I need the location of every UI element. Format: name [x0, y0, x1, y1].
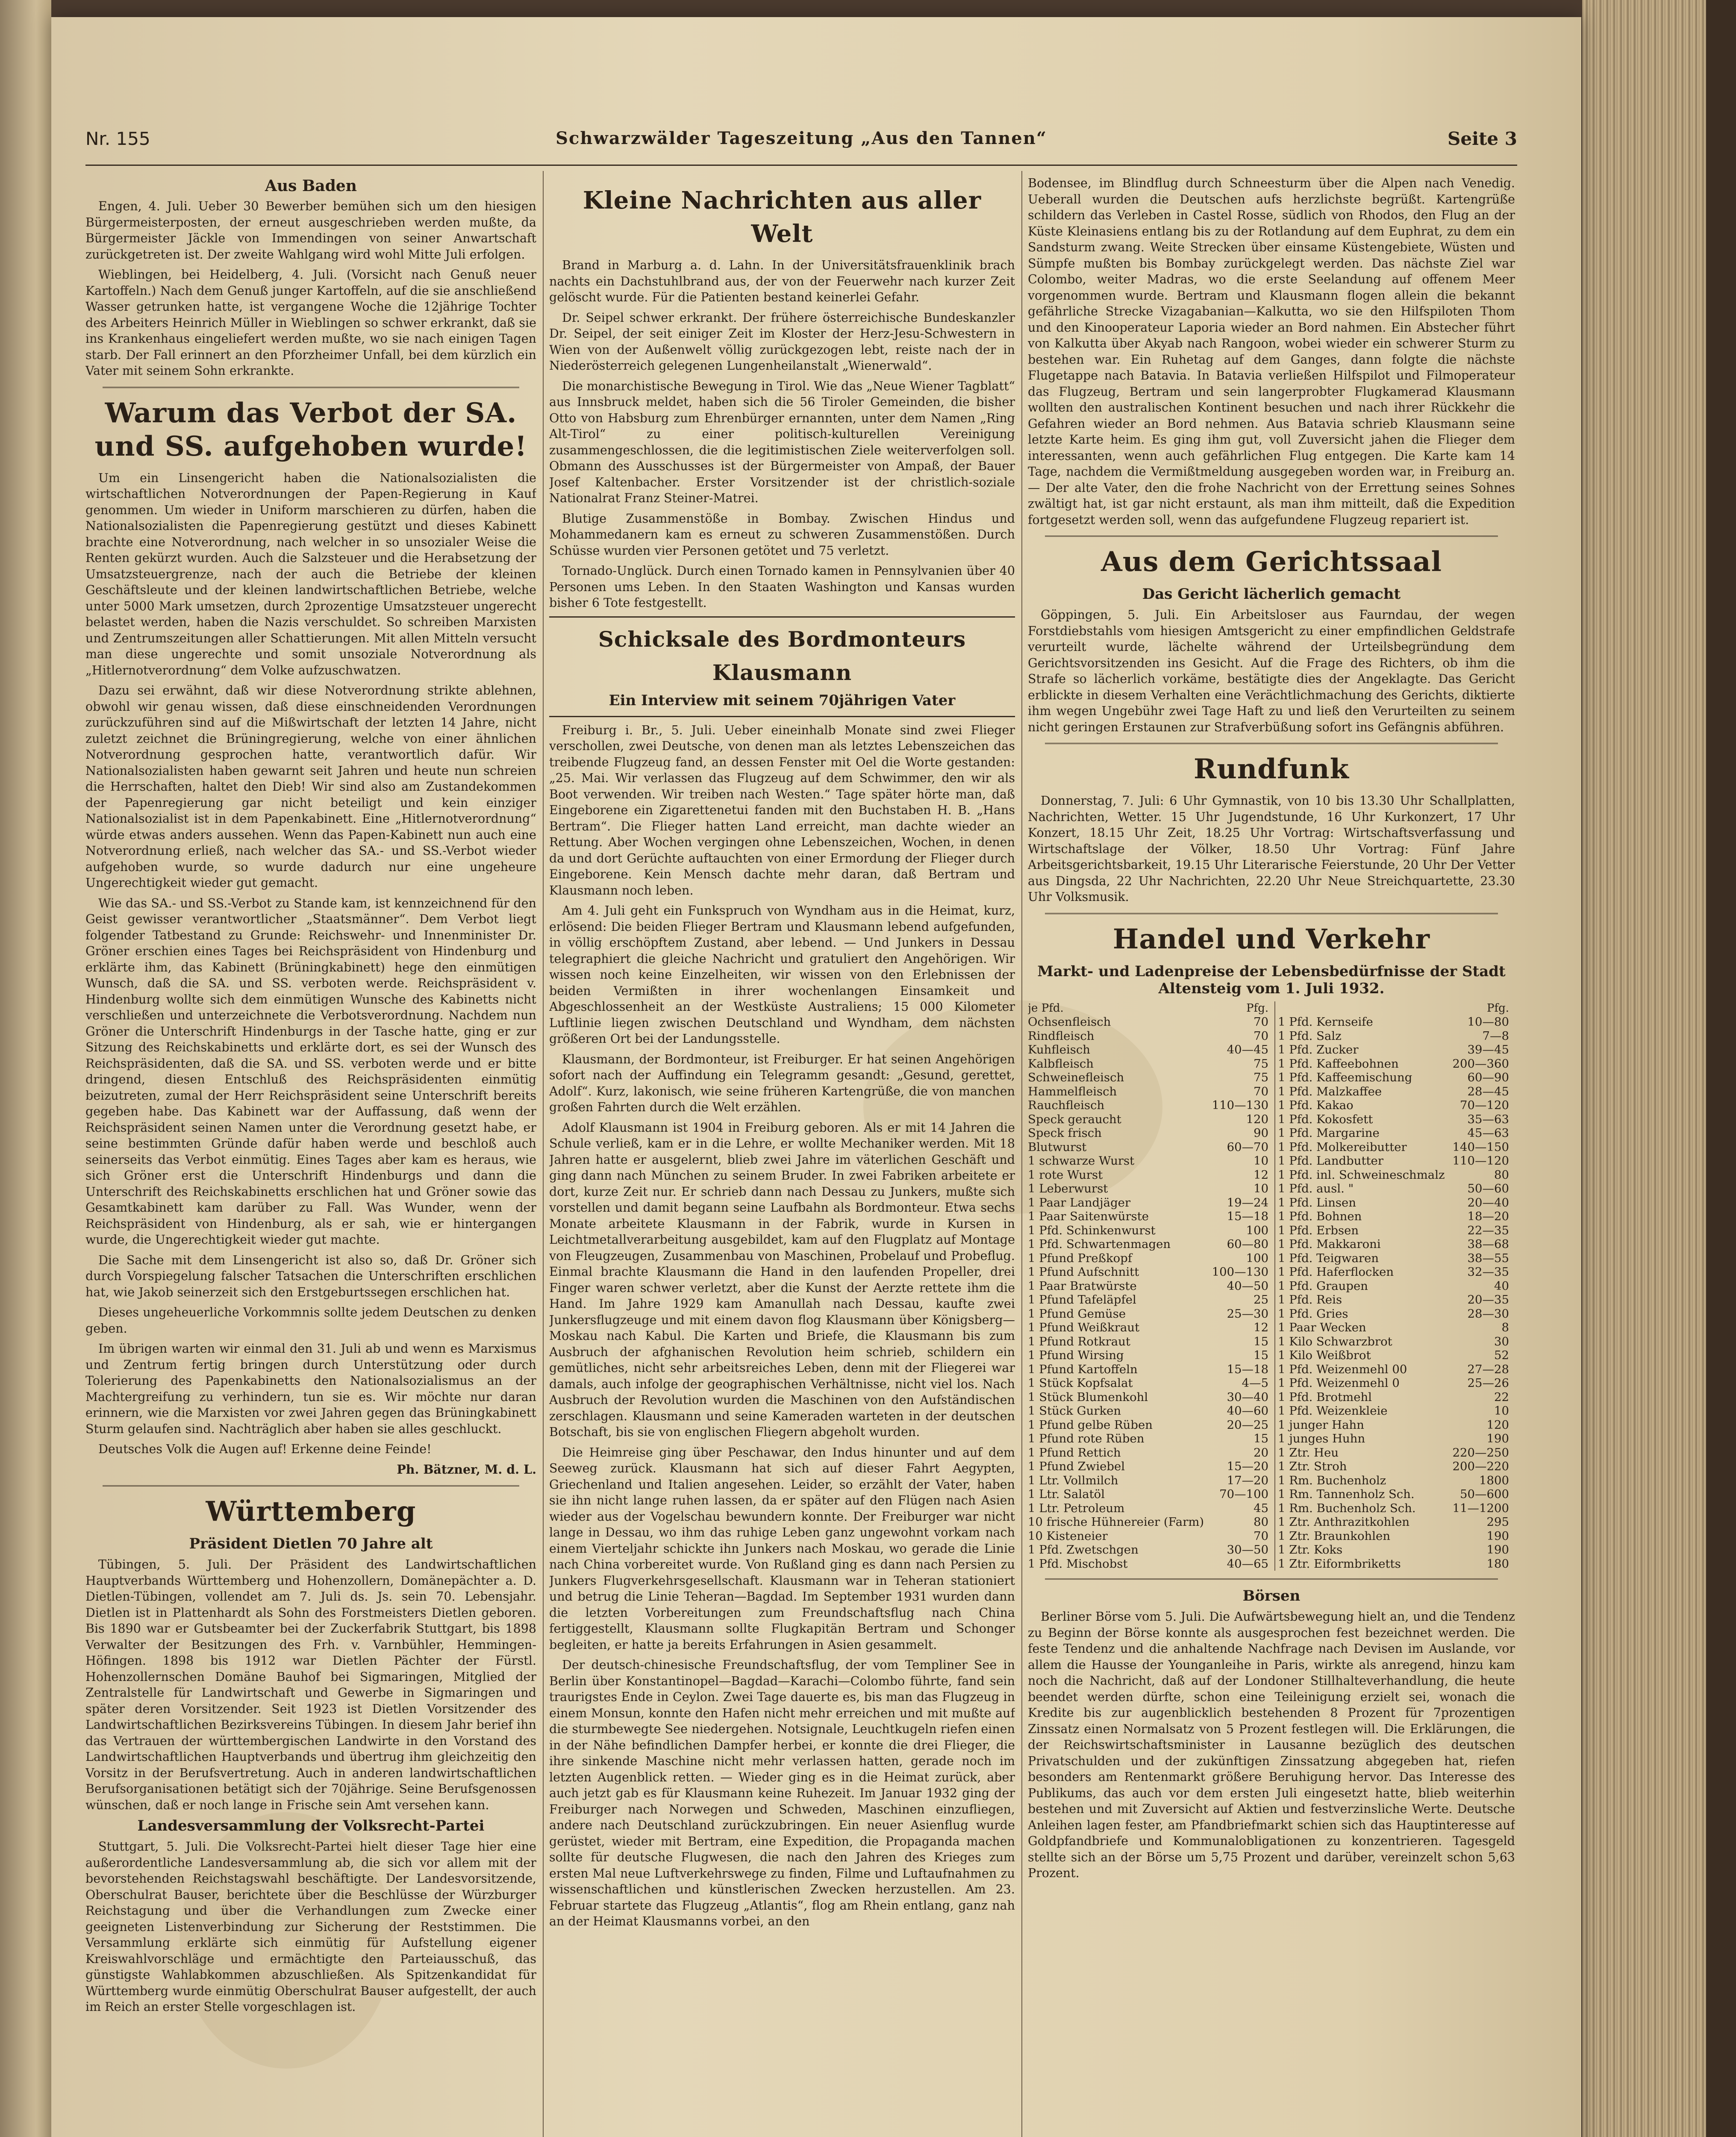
price-value: 75	[1253, 1071, 1269, 1084]
price-item: Kalbfleisch	[1028, 1057, 1094, 1071]
price-row	[1028, 1237, 1515, 1251]
price-row	[1028, 1446, 1515, 1460]
news-item: Tornado-Unglück. Durch einen Tornado kamen in Pennsylvanien über 40 Personen ums Leben. In den Staaten Washington und Kansas wurden bisher 6 Tote festgestellt.	[549, 564, 1015, 610]
price-item: 1 schwarze Wurst	[1028, 1154, 1135, 1168]
section-separator	[1045, 743, 1498, 744]
price-value: 28—30	[1467, 1307, 1509, 1321]
news-item: Die monarchistische Bewegung in Tirol. Wie das „Neue Wiener Tagblatt“ aus Innsbruck meldet, haben sich die 56 Tiroler Gemeinden, die bisher Otto von Habsburg zum Ehrenbürger ernannten, unter dem Namen „Ring Alt-Tirol“ zu einer politisch-kulturellen Vereinigung zusammengeschlossen, die die legitimistischen Ziele weiterverfolgen soll. Obmann des Ausschusses ist der Bürgermeister von Ampaß, der Bauer Josef Kaltenbacher. Erster Vorsitzender ist der christlich-soziale Nationalrat Franz Steiner-Matrei.	[549, 379, 1015, 505]
price-value: 40—45	[1227, 1043, 1269, 1057]
price-value: 15	[1253, 1334, 1269, 1348]
article-paragraph: Dieses ungeheuerliche Vorkommnis sollte jedem Deutschen zu denken geben.	[85, 1305, 536, 1336]
page-header	[85, 128, 1517, 162]
price-item: 1 Pfd. Schinkenwurst	[1028, 1223, 1156, 1237]
price-value: 20—35	[1467, 1293, 1509, 1307]
column-2	[549, 175, 1015, 2137]
price-item: 1 Pfd. Weizenmehl 00	[1275, 1363, 1450, 1377]
news-item: Dr. Seipel schwer erkrankt. Der frühere österreichische Bundeskanzler Dr. Seipel, der seit einiger Zeit im Kloster der Herz-Jesu-Schwestern in Wien von der Außenwelt völlig zurückgezogen lebt, reiste nach der in Niederösterreich gelegenen Lungenheilanstalt „Wienerwald“.	[549, 310, 1015, 373]
price-row	[1028, 1182, 1515, 1196]
price-item: Blutwurst	[1028, 1140, 1087, 1154]
price-row	[1028, 1015, 1515, 1029]
price-row	[1028, 1376, 1515, 1390]
price-value: 40—60	[1227, 1404, 1269, 1418]
price-item: 1 Leberwurst	[1028, 1182, 1108, 1195]
price-item: 1 Pfd. Kernseife	[1275, 1015, 1450, 1029]
price-row	[1028, 1154, 1515, 1168]
price-row	[1028, 1293, 1515, 1307]
price-row	[1028, 1307, 1515, 1321]
price-item: 1 Paar Bratwürste	[1028, 1279, 1137, 1293]
price-item: 1 Pfd. Malzkaffee	[1275, 1085, 1450, 1099]
price-item: 1 Stück Gurken	[1028, 1404, 1121, 1418]
article-paragraph: Im übrigen warten wir einmal den 31. Juli ab und wenn es Marxismus und Zentrum fertig bringen durch Unterstützung oder durch Tolerierung des Papenkabinetts den Nationalsozialismus an der Machtergreifung zu verhindern, tun sie es. Wir möchte nur daran erinnern, wie die Marxisten vor zwei Jahren gegen das Brüningkabinett Sturm gelaufen sind. Nachträglich aber haben sie alles geschluckt.	[85, 1342, 536, 1436]
price-row	[1028, 1279, 1515, 1293]
article-paragraph: Am 4. Juli geht ein Funkspruch von Wyndham aus in die Heimat, kurz, erlösend: Die beiden Flieger Bertram und Klausmann lebend aufgefunden, in völlig erschöpftem Zustand, aber lebend. — Und Junkers in Dessau telegraphiert die gleiche Nachricht und gratuliert den Angehörigen. Wir wissen noch keine Einzelheiten, wir wissen von den Erlebnissen der beiden Vermißten in ihrer wochenlangen Einsamkeit und Abgeschlossenheit an der Westküste Australiens; 15 000 Kilometer Luftlinie liegen zwischen Deutschland und Wyndham, dem nächsten größeren Ort bei der Landungsstelle.	[549, 904, 1015, 1046]
price-item: Schweinefleisch	[1028, 1071, 1124, 1084]
price-item: 1 Pfund Rettich	[1028, 1445, 1121, 1460]
price-item: 1 Pfd. Margarine	[1275, 1126, 1450, 1140]
price-value: 220—250	[1452, 1445, 1509, 1460]
price-row	[1028, 1224, 1515, 1238]
header-cell	[1275, 1001, 1450, 1016]
article-paragraph: Göppingen, 5. Juli. Ein Arbeitsloser aus Faurndau, der wegen Forstdiebstahls vom hiesigen Amtsgericht zu einer empfindlichen Geldstrafe verurteilt wurde, lächelte während der Urteilsbegründung dem Gerichtsvorsitzenden ins Gesicht. Auf die Frage des Richters, ob ihm die Strafe so lächerlich vorkäme, bestätigte dies der Angeklagte. Das Gericht erblickte in diesem Verhalten eine Verächtlichmachung des Gerichts, diktierte ihm wegen Ungebühr zwei Tage Haft zu und ließ den Verurteilten zu seinem nicht geringen Erstaunen zur Strafverbüßung sofort ins Gefängnis abführen.	[1028, 608, 1515, 734]
price-value: 295	[1486, 1515, 1509, 1529]
price-row	[1028, 1071, 1515, 1085]
price-row	[1028, 1265, 1515, 1279]
price-value: 7—8	[1482, 1029, 1509, 1043]
price-item: 1 Pfd. Zucker	[1275, 1043, 1450, 1057]
price-item: 10 Kisteneier	[1028, 1529, 1108, 1543]
price-item: 1 Paar Landjäger	[1028, 1195, 1131, 1210]
price-row	[1028, 1335, 1515, 1349]
price-item: 1 junges Huhn	[1275, 1432, 1450, 1446]
price-row	[1028, 1404, 1515, 1418]
price-item: Ochsenfleisch	[1028, 1015, 1111, 1029]
price-value: 10—80	[1467, 1015, 1509, 1029]
price-value: 15	[1253, 1432, 1269, 1445]
price-value: 4—5	[1242, 1376, 1269, 1390]
price-row	[1028, 1251, 1515, 1266]
price-value: 20—25	[1227, 1418, 1269, 1432]
price-value: 38—55	[1467, 1251, 1509, 1265]
price-item: 1 Rm. Buchenholz	[1275, 1474, 1450, 1488]
article-paragraph: Wie das SA.- und SS.-Verbot zu Stande kam, ist kennzeichnend für den Geist gewisser verantwortlicher „Staatsmänner“. Dem Verbot liegt folgender Tatbestand zu Grunde: Reichswehr- und Innenminister Dr. Gröner erschien eines Tages bei Reichspräsident von Hindenburg und erklärte ihm, das Kabinett (Brüningkabinett) hege den einmütigen Wunsch, daß die SA. und SS. verboten werde. Reichspräsident v. Hindenburg wollte sich dem einmütigen Wunsche des Kabinetts nicht verschließen und unterzeichnete die Verbotsverordnung. Nachdem nun Gröner die Unterschrift Hindenburgs in der Tasche hatte, ging er zur Sitzung des Reichskabinetts und erklärte dort, es sei der Wunsch des Reichspräsidenten, daß die SA. und SS. verboten werde und er bitte dringend, diesen Entschluß des Reichspräsidenten einmütig beizutreten, zumal der Herr Reichspräsident seine Unterschrift bereits gegeben habe. Das Kabinett war der Auffassung, daß wenn der Reichspräsident seinen Namen unter die Verordnung gesetzt habe, er seine bestimmten Gründe dafür haben werde und beschloß auch seinerseits das Verbot einmütig. Eines Tages aber kam es heraus, wie sich Gröner erst die Unterschrift Hindenburgs und dann die Unterschrift des Reichskabinetts erschlichen hat und Gröner sowie das Gesamtkabinett kam darüber zu Fall. Was Wunder, wenn der Reichspräsident von Hindenburg, als er sah, wie er hintergangen wurde, die Ungerechtigkeit wieder gut machte.	[85, 896, 536, 1247]
price-row	[1028, 1043, 1515, 1057]
article-paragraph: Um ein Linsengericht haben die Nationalsozialisten die wirtschaftlichen Notverordnungen der Papen-Regierung in Kauf genommen. Um wieder in Uniform marschieren zu dürfen, haben die Nationalsozialisten die Papenregierung gestützt und dieses Kabinett brachte eine Notverordnung, nach welcher in so unsozialer Weise die Renten gekürzt wurden. Auch die Salzsteuer und die Herabsetzung der Umsatzsteuergrenze, nach der auch die Betriebe der kleinen Geschäftsleute und der kleinen landwirtschaftlichen Betriebe, welche unter 5000 Mark umsetzen, durch 2prozentige Umsatzsteuer ungerecht belastet werden, haben die Nazis verschuldet. So schreiben Marxisten und Zentrumszeitungen aller Schattierungen. Mit allen Mitteln versucht man diese ungerechte und somit unsoziale Notverordnung als „Hitlernotverordnung“ dem Volke aufzuschwatzen.	[85, 471, 536, 677]
price-row	[1028, 1196, 1515, 1210]
column-1	[85, 175, 536, 2137]
subheadline-marktpreise: Markt- und Ladenpreise der Lebensbedürfnisse der Stadt Altensteig vom 1. Juli 1932.	[1037, 963, 1506, 997]
price-value: 60—90	[1467, 1071, 1509, 1084]
price-item: 1 Pfund Tafeläpfel	[1028, 1293, 1136, 1307]
price-item: 1 Pfd. Salz	[1275, 1029, 1450, 1043]
price-item: 1 Pfd. Linsen	[1275, 1196, 1450, 1210]
column-3	[1028, 175, 1515, 2137]
price-item: 1 Pfd. Kaffeebohnen	[1275, 1057, 1450, 1071]
section-separator	[103, 1485, 519, 1486]
price-item: 1 Ltr. Vollmilch	[1028, 1473, 1118, 1487]
price-value: 15—18	[1227, 1210, 1269, 1223]
price-item: 1 Paar Saitenwürste	[1028, 1210, 1149, 1223]
article-paragraph: Freiburg i. Br., 5. Juli. Ueber eineinhalb Monate sind zwei Flieger verschollen, zwei Deutsche, von denen man als letztes Lebenszeichen das treibende Flugzeug fand, an dessen Fenster mit Oel die Worte gestanden: „25. Mai. Wir verlassen das Flugzeug auf dem Schwimmer, den wir als Boot verwenden. Wir treiben nach Westen.“ Tage später hörte man, daß Eingeborene ein Zigarettenetui fanden mit den Buchstaben H. B. „Hans Bertram“. Die Flieger hatten Land erreicht, man dachte wieder an Rettung. Aber Wochen vergingen ohne Lebenszeichen, Wochen, in denen da und dort Gerüchte auftauchten von einer Ermordung der Flieger durch Eingeborene. Kein Mensch dachte mehr daran, daß Bertram und Klausmann noch leben.	[549, 723, 1015, 898]
price-item: 1 Pfund gelbe Rüben	[1028, 1418, 1153, 1432]
price-item: 1 Pfund Zwiebel	[1028, 1460, 1125, 1473]
price-item: 1 Pfd. Erbsen	[1275, 1224, 1450, 1238]
price-row	[1028, 1460, 1515, 1474]
price-value: 40	[1494, 1279, 1509, 1293]
price-value: 40—65	[1227, 1557, 1269, 1571]
price-item: 1 Pfund rote Rüben	[1028, 1432, 1145, 1445]
price-item: 1 Ltr. Petroleum	[1028, 1501, 1125, 1515]
headline-klausmann: Schicksale des Bordmonteurs Klausmann	[598, 626, 966, 685]
price-item: 1 Pfd. Weizenkleie	[1275, 1404, 1450, 1418]
price-item: 1 Pfund Wirsing	[1028, 1348, 1124, 1362]
price-item: 1 Pfd. Gries	[1275, 1307, 1450, 1321]
price-item: 1 Pfund Aufschnitt	[1028, 1265, 1139, 1279]
price-value: 25—30	[1227, 1307, 1269, 1321]
price-value: 100	[1246, 1251, 1269, 1265]
price-row	[1028, 1085, 1515, 1099]
price-value: 140—150	[1452, 1140, 1509, 1154]
price-item: 1 Ztr. Anthrazitkohlen	[1275, 1515, 1450, 1529]
subheadline-boersen: Börsen	[1242, 1587, 1301, 1604]
price-value: 35—63	[1467, 1112, 1509, 1126]
price-row	[1028, 1363, 1515, 1377]
price-value: 1800	[1479, 1473, 1509, 1487]
price-item: 10 frische Hühnereier (Farm)	[1028, 1515, 1204, 1529]
price-row	[1028, 1321, 1515, 1335]
price-value: 190	[1486, 1543, 1509, 1557]
price-value: 22	[1494, 1390, 1509, 1404]
price-item: 1 Pfd. Landbutter	[1275, 1154, 1450, 1168]
price-item: Rindfleisch	[1028, 1029, 1095, 1043]
headline-gerichtssaal: Aus dem Gerichtssaal	[1101, 546, 1442, 578]
price-item: 1 Ztr. Stroh	[1275, 1460, 1450, 1474]
price-value: 12	[1253, 1321, 1269, 1334]
price-value: 50—600	[1460, 1487, 1509, 1501]
price-item: Rauchfleisch	[1028, 1098, 1105, 1112]
page-label: Seite 3	[1448, 128, 1517, 149]
article-paragraph: Berliner Börse vom 5. Juli. Die Aufwärtsbewegung hielt an, und die Tendenz zu Beginn der Börse konnte als ausgesprochen fest bezeichnet werden. Die feste Tendenz und die anhaltende Nachfrage nach Devisen im Auslande, vor allem die Hausse der Younganleihe in Paris, wirkte als anregend, hinzu kam noch die Nachricht, daß auf der Londoner Stillhalteverhandlung, die heute beendet werden dürfte, schon eine Teileinigung erzielt sei, wonach die Kredite bis zur augenblicklich bestehenden 8 Prozent für 7prozentigen Zinssatz einen Normalsatz von 5 Prozent festlegen will. Die Erklärungen, die der Reichswirtschaftsminister in Lausanne bezüglich des deutschen Privatschulden und der zukünftigen Zinssatzung abgegeben hat, riefen besonders am Rentenmarkt größere Beruhigung hervor. Das Interesse des Publikums, das auch vor dem ersten Juli eingesetzt hatte, blieb weiterhin bestehen und mit Zuversicht auf Aktien und festverzinsliche Werte. Deutsche Anleihen lagen fester, am Pfandbriefmarkt schien sich das Hauptinteresse auf Goldpfandbriefe und Kommunalobligationen zu konzentrieren. Tagesgeld stellte sich an der Börse um 5,75 Prozent und darüber, vereinzelt schon 5,63 Prozent.	[1028, 1610, 1515, 1880]
price-value: 30—50	[1227, 1543, 1269, 1557]
section-separator	[103, 387, 519, 388]
price-item: 1 Rm. Tannenholz Sch.	[1275, 1487, 1450, 1501]
price-row	[1028, 1029, 1515, 1043]
newspaper-title: Schwarzwälder Tageszeitung „Aus den Tannen“	[556, 128, 1047, 148]
header-rule	[85, 165, 1517, 166]
price-value: 32—35	[1467, 1265, 1509, 1279]
article-paragraph: Deutsches Volk die Augen auf! Erkenne deine Feinde!	[98, 1442, 432, 1456]
price-value: 110—130	[1212, 1098, 1269, 1112]
price-row	[1028, 1098, 1515, 1113]
price-item: 1 Kilo Weißbrot	[1275, 1348, 1450, 1363]
price-value: 70—100	[1219, 1487, 1269, 1501]
price-row	[1028, 1557, 1515, 1571]
price-value: 100—130	[1212, 1265, 1269, 1279]
price-row	[1028, 1113, 1515, 1127]
price-value: 45	[1253, 1501, 1269, 1515]
price-value: 45—63	[1467, 1126, 1509, 1140]
price-item: 1 Pfund Preßkopf	[1028, 1251, 1132, 1265]
price-value: 180	[1486, 1557, 1509, 1571]
price-value: 15	[1253, 1348, 1269, 1362]
price-value: 75	[1253, 1057, 1269, 1071]
price-value: 40—50	[1227, 1279, 1269, 1293]
price-value: 60—70	[1227, 1140, 1269, 1154]
price-item: 1 Stück Blumenkohl	[1028, 1390, 1148, 1404]
price-row	[1028, 1390, 1515, 1404]
price-item: 1 Pfd. Zwetschgen	[1028, 1543, 1139, 1557]
page-number: Nr. 155	[85, 128, 150, 149]
price-value: 38—68	[1467, 1237, 1509, 1251]
headline-box	[549, 616, 1015, 717]
price-item: 1 Pfd. Brotmehl	[1275, 1390, 1450, 1404]
price-item: 1 Pfd. Graupen	[1275, 1279, 1450, 1293]
price-value: 28—45	[1467, 1084, 1509, 1098]
price-item: 1 junger Hahn	[1275, 1418, 1450, 1432]
price-item: 1 Pfund Kartoffeln	[1028, 1362, 1138, 1376]
price-value: 80	[1253, 1515, 1269, 1529]
price-row	[1028, 1432, 1515, 1446]
price-item: 1 Pfd. Schwartenmagen	[1028, 1237, 1171, 1251]
price-value: 200—220	[1452, 1460, 1509, 1473]
price-value: 25	[1253, 1293, 1269, 1307]
radio-program: Donnerstag, 7. Juli: 6 Uhr Gymnastik, von 10 bis 13.30 Uhr Schallplatten, Nachrichten, Wetter. 15 Uhr Jugendstunde, 16 Uhr Kurkonzert, 17 Uhr Konzert, 18.15 Uhr Zeit, 18.25 Uhr Vortrag: Wirtschaftsverfassung und Wirtschaftslage der Völker, 18.50 Uhr Vortrag: Fünf Jahre Arbeitsgerichtsbarkeit, 19.15 Uhr Literarische Feierstunde, 20 Uhr Der Vetter aus Dingsda, 22 Uhr Nachrichten, 22.20 Uhr Neue Streichquartette, 23.30 Uhr Volksmusik.	[1028, 794, 1515, 904]
price-row	[1028, 1529, 1515, 1543]
price-value: 11—1200	[1452, 1501, 1509, 1515]
header-cell: je Pfd.	[1028, 1001, 1064, 1015]
price-value: 110—120	[1452, 1154, 1509, 1168]
article-paragraph: Der deutsch-chinesische Freundschaftsflug, der vom Templiner See in Berlin über Konstantinopel—Bagdad—Karachi—Colombo führte, fand sein traurigstes Ende in Ceylon. Zwei Tage dauerte es, bis man das Flugzeug in einem Monsun, konnte den Hafen nicht mehr erreichen und mit mußte auf die sturmbewegte See niedergehen. Notsignale, Leuchtkugeln riefen einen in der Nähe befindlichen Dampfer herbei, er konnte die drei Flieger, die ihre sinkende Maschine nicht mehr verlassen hatten, gerade noch im letzten Augenblick retten. — Wieder ging es in die Heimat zurück, aber auch jetzt gab es für Klausmann keine Ruhezeit. Im Januar 1932 ging der Freiburger nach Norwegen und Schweden, Maschinen einzufliegen, andere nach Deutschland zurückzubringen. Ein neuer Asienflug wurde gerüstet, wieder mit Bertram, eine Expedition, die Propaganda machen sollte für deutsche Flugwesen, die nach den Jahren des Krieges zum ersten Mal neue Luftverkehrswege zu finden, Filme und Luftaufnahmen zu wissenschaftlichen und künstlerischen Zwecken herzustellen. Am 23. Februar startete das Flugzeug „Atlantis“, flog am Rhein entlang, ganz nah an der Heimat Klausmanns vorbei, an den	[549, 1658, 1015, 1928]
price-value: 190	[1486, 1529, 1509, 1543]
article-paragraph: Bodensee, im Blindflug durch Schneesturm über die Alpen nach Venedig. Ueberall wurden die Deutschen aufs herzlichste begrüßt. Kartengrüße schildern das Verleben in Castel Rosse, südlich von Rhodos, den Flug an der Küste Kleinasiens entlang bis zu der Rotlandung auf dem Euphrat, zu dem ein Sandsturm zwang. Weite Strecken über einsame Küstengebiete, Wüsten und Sümpfe mußten bis Bombay zurückgelegt werden. Das nächste Ziel war Colombo, weiter Madras, wo die erste Seelandung auf offenem Meer vorgenommen wurde. Bertram und Klausmann flogen allein die bekannt gefährliche Strecke Vizagabanian—Kalkutta, wo sie den Hilfspiloten Thom und den Kinooperateur Laporia wieder an Bord nahmen. Ein Abstecher führt von Kalkutta über Akyab nach Rangoon, wobei wieder ein schwerer Sturm zu bestehen war. Ein Ruhetag auf dem Ganges, dann folgte die nächste Flugetappe nach Batavia. In Batavia verließen Hilfspilot und Filmoperateur das Flugzeug, Bertram und sein langerprobter Flugkamerad Klausmann wollten den australischen Kontinent besuchen und nach ihrer Rückkehr die Gefahren wieder an Bord nehmen. Aus Batavia schrieb Klausmann seine letzte Karte heim. Es ging ihm gut, voll Zuversicht jahen die Flieger dem interessanten, wenn auch gefährlichen Flug entgegen. Die Karte kam 14 Tage, nachdem die Vermißtmeldung ausgegeben worden war, in Freiburg an. — Der alte Vater, den die frohe Nachricht von der Errettung seines Sohnes zwältigt hat, ist gar nicht erstaunt, als man ihm mitteilt, daß die Expedition fortgesetzt werden soll, wenn das aufgefundene Flugzeug repariert ist.	[1028, 176, 1515, 527]
price-item: 1 Kilo Schwarzbrot	[1275, 1335, 1450, 1349]
price-item: 1 Ltr. Salatöl	[1028, 1487, 1105, 1501]
header-cell: Pfg.	[1486, 1001, 1509, 1015]
price-value: 27—28	[1467, 1362, 1509, 1376]
price-item: Speck frisch	[1028, 1126, 1102, 1140]
subheadline-dietlen: Präsident Dietlen 70 Jahre alt	[189, 1535, 433, 1552]
price-value: 70—120	[1460, 1098, 1509, 1112]
price-value: 90	[1253, 1126, 1269, 1140]
price-value: 80	[1494, 1168, 1509, 1182]
price-item: 1 Pfd. inl. Schweineschmalz	[1275, 1168, 1450, 1182]
price-item: 1 Pfd. Reis	[1275, 1293, 1450, 1307]
price-row	[1028, 1140, 1515, 1154]
price-value: 100	[1246, 1223, 1269, 1237]
price-value: 10	[1253, 1182, 1269, 1195]
price-item: 1 Ztr. Braunkohlen	[1275, 1529, 1450, 1543]
price-item: 1 rote Wurst	[1028, 1168, 1103, 1182]
price-item: Hammelfleisch	[1028, 1084, 1117, 1098]
price-table	[1028, 1001, 1515, 1571]
article-paragraph: Die Sache mit dem Linsengericht ist also so, daß Dr. Gröner sich durch Vorspiegelung falscher Tatsachen die Unterschriften erschlichen hat, wie Jakob seinerzeit sich den Erstgeburtssegen erschlichen hat.	[85, 1253, 536, 1299]
price-value: 70	[1253, 1015, 1269, 1029]
headline-sa-ss: Warum das Verbot der SA. und SS. aufgehoben wurde!	[94, 397, 527, 462]
price-value: 15—18	[1227, 1362, 1269, 1376]
subheadline-interview: Ein Interview mit seinem 70jährigen Vater	[609, 692, 956, 709]
price-value: 120	[1246, 1112, 1269, 1126]
price-value: 10	[1253, 1154, 1269, 1168]
section-title-baden: Aus Baden	[265, 177, 357, 195]
headline-wuerttemberg: Württemberg	[206, 1495, 416, 1528]
price-row	[1028, 1501, 1515, 1516]
section-separator	[1045, 536, 1498, 537]
price-item: 1 Stück Kopfsalat	[1028, 1376, 1133, 1390]
price-value: 20	[1253, 1445, 1269, 1460]
article-paragraph: Stuttgart, 5. Juli. Die Volksrecht-Partei hielt dieser Tage hier eine außerordentliche Landesversammlung ab, die sich vor allem mit der bevorstehenden Reichstagswahl beschäftigte. Der Landesvorsitzende, Oberschulrat Bauser, berichtete über die Beschlüsse der Würzburger Reichstagung und über die Verhandlungen zum Zwecke einer geeigneten Listenverbindung zur Sicherung der Reststimmen. Die Versammlung erklärte sich einmütig für Aufstellung eigener Kreiswahlvorschläge und ermächtigte den Parteiausschuß, das günstigste Wahlabkommen abzuschließen. Als Spitzenkandidat für Württemberg wurde einmütig Oberschulrat Bauser aufgestellt, der auch im Reich an erster Stelle vorgeschlagen ist.	[85, 1840, 536, 2014]
article-paragraph: Dazu sei erwähnt, daß wir diese Notverordnung strikte ablehnen, obwohl wir genau wissen, daß diese einschneidenden Verordnungen zurückzuführen sind auf die Mißwirtschaft der letzten 14 Jahre, nicht zuletzt zeichnet die Brüningregierung, welche von einer ähnlichen Notverordnung gesprochen hatte, verantwortlich dafür. Wir Nationalsozialisten haben gewarnt seit Jahren und heute nun schreien die Herrschaften, haltet den Dieb! Wir sind also am Zustandekommen der Papenregierung gar nicht beteiligt und kein einziger Nationalsozialist ist in dem Papenkabinett. Eine „Hitlernotverordnung“ würde etwas anders aussehen. Wenn das Papen-Kabinett nun auch eine Notverordnung erließ, nach welcher das SA.- und SS.-Verbot wieder aufgehoben wurde, so wurde dadurch nur eine ungeheure Ungerechtigkeit wieder gut gemacht.	[85, 683, 536, 890]
price-item: 1 Rm. Buchenholz Sch.	[1275, 1501, 1450, 1516]
subheadline-volksrecht: Landesversammlung der Volksrecht-Partei	[137, 1817, 485, 1834]
price-value: 190	[1486, 1432, 1509, 1445]
price-value: 52	[1494, 1348, 1509, 1362]
column-divider	[543, 171, 544, 2137]
price-row	[1028, 1487, 1515, 1501]
subheadline-gericht: Das Gericht lächerlich gemacht	[1142, 586, 1401, 603]
section-separator	[1045, 1578, 1498, 1580]
article-paragraph: Adolf Klausmann ist 1904 in Freiburg geboren. Als er mit 14 Jahren die Schule verließ, kam er in die Lehre, er wollte Mechaniker werden. Mit 18 Jahren hatte er ausgelernt, blieb zwei Jahre im väterlichen Geschäft und ging dann nach München zu seinem Bruder. In zwei Fabriken arbeitete er dort, kurze Zeit nur. Er schrieb dann nach Dessau zu Junkers, mußte sich vorstellen und damit begann seine Laufbahn als Bordmonteur. Etwa sechs Monate arbeitete Klausmann in der Fabrik, wurde in Kursen in Leichtmetallverarbeitung ausgebildet, kam auf den Flugplatz auf Montage von Fleugzeugen, Zusammenbau von Maschinen, Probelauf und Probeflug. Einmal brachte Klausmann die Hand in den laufenden Propeller, drei Finger waren schwer verletzt, aber die Kunst der Aerzte rettete ihm die Hand. Im Jahre 1929 kam Amanullah nach Dessau, kaufte zwei Junkersflugzeuge und mit einem davon flog Klausmann über Königsberg—Moskau nach Kabul. Die Karten und Briefe, die Klausmann bis zum Ausbruch der afghanischen Revolution heim schrieb, schildern ein gemütliches, nicht sehr arbeitsreiches Leben, denn mit der Fliegerei war damals, auch infolge der geographischen Verhältnisse, nicht viel los. Nach Ausbruch der Revolution wurden die Maschinen von den Aufständischen zerschlagen. Klausmann und seine Kameraden warteten in der deutschen Botschaft, bis sie von englischen Fliegern abgeholt wurden.	[549, 1120, 1015, 1439]
price-value: 18—20	[1467, 1210, 1509, 1223]
article-paragraph: Tübingen, 5. Juli. Der Präsident des Landwirtschaftlichen Hauptverbands Württemberg und Hohenzollern, Domänepächter a. D. Dietlen-Tübingen, vollendet am 7. Juli ds. Js. sein 70. Lebensjahr. Dietlen ist in Plattenhardt als Sohn des Forstmeisters Dietlen geboren. Bis 1890 war er Gutsbeamter bei der Zuckerfabrik Stuttgart, bis 1898 Verwalter der Besitzungen des Frh. v. Varnbühler, Hemmingen-Höfingen. 1898 bis 1912 war Dietlen Pächter der Fürstl. Hohenzollernschen Domäne Bauhof bei Sigmaringen, Mitglied der Zentralstelle für Landwirtschaft und Gewerbe in Sigmaringen und später deren Vorsitzender. Seit 1923 ist Dietlen Vorsitzender des Landwirtschaftlichen Bezirksvereins Tübingen. In diesem Jahr berief ihn das Vertrauen der württembergischen Landwirte in den Vorstand des Landwirtschaftlichen Hauptverbands und übertrug ihm gleichzeitig den Vorsitz in der Berufsvertretung. Auch in anderen landwirtschaftlichen Berufsorganisationen betätigt sich der 70jährige. Seine Berufsgenossen wünschen, daß er noch lange in Frische sein Amt versehen kann.	[85, 1557, 536, 1812]
price-item: 1 Pfund Gemüse	[1028, 1307, 1126, 1321]
price-item: 1 Paar Wecken	[1275, 1321, 1450, 1335]
price-row	[1028, 1168, 1515, 1182]
price-item: Kuhfleisch	[1028, 1043, 1090, 1057]
headline-rundfunk: Rundfunk	[1194, 753, 1349, 785]
price-item: 1 Ztr. Eiformbriketts	[1275, 1557, 1450, 1571]
price-item: 1 Pfd. Kaffeemischung	[1275, 1071, 1450, 1085]
book-binding	[1706, 0, 1736, 2137]
price-row	[1028, 1515, 1515, 1529]
price-row	[1028, 1210, 1515, 1224]
price-item: 1 Pfd. Kakao	[1275, 1098, 1450, 1113]
price-item: 1 Pfd. Mischobst	[1028, 1557, 1128, 1571]
price-row	[1028, 1057, 1515, 1071]
price-item: 1 Pfd. Teigwaren	[1275, 1251, 1450, 1266]
price-value: 50—60	[1467, 1182, 1509, 1195]
price-value: 39—45	[1467, 1043, 1509, 1057]
price-item: Speck geraucht	[1028, 1112, 1121, 1126]
price-value: 30—40	[1227, 1390, 1269, 1404]
price-value: 15—20	[1227, 1460, 1269, 1473]
price-value: 60—80	[1227, 1237, 1269, 1251]
price-value: 200—360	[1452, 1057, 1509, 1071]
price-item: 1 Pfund Rotkraut	[1028, 1334, 1130, 1348]
section-separator	[1045, 913, 1498, 914]
price-value: 120	[1486, 1418, 1509, 1432]
headline-kleine-nachrichten: Kleine Nachrichten aus aller Welt	[583, 186, 982, 248]
price-row	[1028, 1348, 1515, 1363]
article-paragraph: Engen, 4. Juli. Ueber 30 Bewerber bemühen sich um den hiesigen Bürgermeisterposten, der erneut ausgeschrieben werden mußte, da Bürgermeister Jäckle von Immendingen von seiner Anwartschaft zurückgetreten ist. Der zweite Wahlgang wird wohl Mitte Juli erfolgen.	[85, 199, 536, 262]
price-value: 20—40	[1467, 1195, 1509, 1210]
price-item: 1 Pfd. Bohnen	[1275, 1210, 1450, 1224]
column-divider	[1021, 171, 1022, 2137]
price-value: 70	[1253, 1029, 1269, 1043]
price-value: 8	[1501, 1321, 1509, 1334]
price-item: 1 Pfd. Kokosfett	[1275, 1113, 1450, 1127]
price-value: 30	[1494, 1334, 1509, 1348]
price-value: 70	[1253, 1084, 1269, 1098]
price-value: 17—20	[1227, 1473, 1269, 1487]
news-item: Blutige Zusammenstöße in Bombay. Zwischen Hindus und Mohammedanern kam es erneut zu schweren Zusammenstößen. Durch Schüsse wurden vier Personen getötet und 75 verletzt.	[549, 511, 1015, 558]
price-item: 1 Ztr. Heu	[1275, 1446, 1450, 1460]
price-row	[1028, 1418, 1515, 1432]
price-item: 1 Pfd. Haferflocken	[1275, 1265, 1450, 1279]
headline-handel: Handel und Verkehr	[1112, 923, 1430, 955]
price-value: 19—24	[1227, 1195, 1269, 1210]
price-item: 1 Pfd. Molkereibutter	[1275, 1140, 1450, 1154]
price-row	[1028, 1543, 1515, 1557]
price-value: 25—26	[1467, 1376, 1509, 1390]
price-value: 10	[1494, 1404, 1509, 1418]
price-item: 1 Pfd. ausl. "	[1275, 1182, 1450, 1196]
author-signature: Ph. Bätzner, M. d. L.	[397, 1462, 536, 1477]
price-item: 1 Ztr. Koks	[1275, 1543, 1450, 1557]
price-item: 1 Pfd. Makkaroni	[1275, 1237, 1450, 1251]
price-row	[1028, 1474, 1515, 1488]
news-item: Brand in Marburg a. d. Lahn. In der Universitätsfrauenklinik brach nachts ein Dachstuhlbrand aus, der von der Feuerwehr nach kurzer Zeit gelöscht wurde. Für die Patienten bestand keinerlei Gefahr.	[549, 258, 1015, 304]
header-cell: Pfg.	[1246, 1001, 1269, 1015]
price-item: 1 Pfund Weißkraut	[1028, 1321, 1140, 1334]
article-paragraph: Die Heimreise ging über Peschawar, den Indus hinunter und auf dem Seeweg zurück. Klausmann hat sich auf dieser Fahrt Aegypten, Griechenland und Italien angesehen. Leider, so erzählt der Vater, haben sie ihn nicht lange ruhen lassen, da er später auf den Flügen nach Asien wieder aus der Vogelschau bewundern konnte. Der Freiburger war nicht lange in Dessau, wo ihm das ruhige Leben ganz ungewohnt vorkam nach einem Vierteljahr schickte ihn Junkers nach Moskau, wo gerade die Linie nach China vorbereitet wurde. Von Rußland ging es dann nach Persien zu Junkers Flugverkehrsgesellschaft. Klausmann war in Teheran stationiert und betrug die Linie Teheran—Bagdad. Im September 1931 wurden dann die letzten Vorbereitungen zum Freundschaftsflug nach China fertiggestellt, Klausmann sollte Flugkapitän Bertram und Schonger begleiten, er hatte ja bereits Erfahrungen in Asien gesammelt.	[549, 1445, 1015, 1652]
left-page-edge	[0, 0, 51, 2137]
price-value: 70	[1253, 1529, 1269, 1543]
price-item: 1 Pfd. Weizenmehl 0	[1275, 1376, 1450, 1390]
article-paragraph: Wieblingen, bei Heidelberg, 4. Juli. (Vorsicht nach Genuß neuer Kartoffeln.) Nach dem Genuß junger Kartoffeln, auf die sie anschließend Wasser getrunken hatte, ist vergangene Woche die 12jährige Tochter des Arbeiters Heinrich Müller in Wieblingen so schwer erkrankt, daß sie ins Krankenhaus eingeliefert werden mußte, wo sie nach einigen Tagen starb. Der Fall erinnert an den Pforzheimer Unfall, bei dem kürzlich ein Vater mit seinem Sohn erkrankte.	[85, 268, 536, 378]
article-paragraph: Klausmann, der Bordmonteur, ist Freiburger. Er hat seinen Angehörigen sofort nach der Auffindung ein Telegramm gesandt: „Gesund, gerettet, Adolf“. Kurz, lakonisch, wie seine früheren Kartengrüße, die von manchen großen Fahrten durch die Welt erzählen.	[549, 1052, 1015, 1114]
price-row	[1028, 1126, 1515, 1140]
price-value: 22—35	[1467, 1223, 1509, 1237]
price-value: 12	[1253, 1168, 1269, 1182]
price-table-header	[1028, 1001, 1515, 1016]
